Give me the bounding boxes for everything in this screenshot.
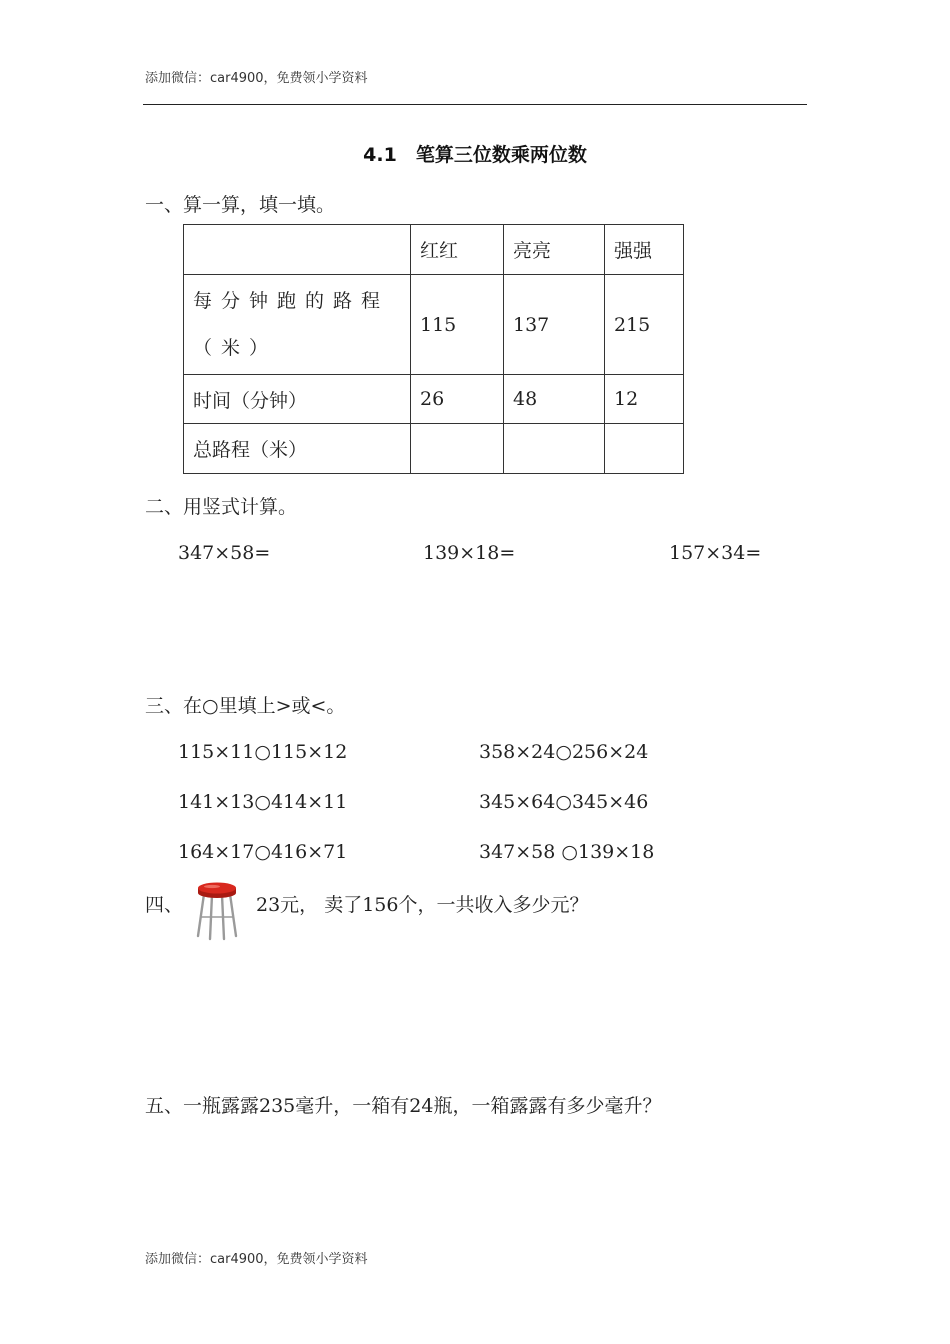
compare-item: 115×11○115×12 [178,741,348,763]
table-header-cell: 亮亮 [504,225,605,275]
table-header-cell [184,225,411,275]
table-row [184,424,684,474]
section-5-question: 五、一瓶露露235毫升，一箱有24瓶，一箱露露有多少毫升？ [145,1095,662,1117]
table-row-label: 时间（分钟） [184,375,411,424]
header-divider [143,104,807,105]
table-cell: 48 [504,375,605,424]
section-3-heading: 三、在○里填上>或<。 [145,695,346,717]
table-cell: 215 [605,275,684,375]
table-header-cell: 强强 [605,225,684,275]
section-4-prefix: 四、 [145,894,184,916]
calc-problem: 139×18= [423,542,516,564]
table-answer-cell[interactable] [411,424,504,474]
calc-problem: 347×58= [178,542,271,564]
section-4-question: 23元， 卖了156个，一共收入多少元？ [256,894,589,916]
table-cell: 115 [411,275,504,375]
calc-problem: 157×34= [669,542,762,564]
table-answer-cell[interactable] [605,424,684,474]
table-header-row [184,225,684,275]
compare-item: 358×24○256×24 [479,741,649,763]
compare-item: 164×17○416×71 [178,841,348,863]
table-row-label: 每分钟跑的路程（米） [184,275,411,375]
section-2-heading: 二、用竖式计算。 [145,496,298,518]
footer-note: 添加微信：car4900，免费领小学资料 [145,1252,368,1267]
table-cell: 12 [605,375,684,424]
table-answer-cell[interactable] [504,424,605,474]
table-cell: 26 [411,375,504,424]
table-row-label: 总路程（米） [184,424,411,474]
distance-table [183,224,684,474]
table-header-cell: 红红 [411,225,504,275]
table-row [184,375,684,424]
stool-icon [195,881,239,941]
table-cell: 137 [504,275,605,375]
compare-item: 345×64○345×46 [479,791,649,813]
section-1-heading: 一、算一算，填一填。 [145,194,336,216]
page-title: 4.1 笔算三位数乘两位数 [363,144,587,166]
compare-item: 347×58 ○139×18 [479,841,655,863]
table-row [184,275,684,375]
compare-item: 141×13○414×11 [178,791,348,813]
header-note: 添加微信：car4900，免费领小学资料 [145,71,368,86]
